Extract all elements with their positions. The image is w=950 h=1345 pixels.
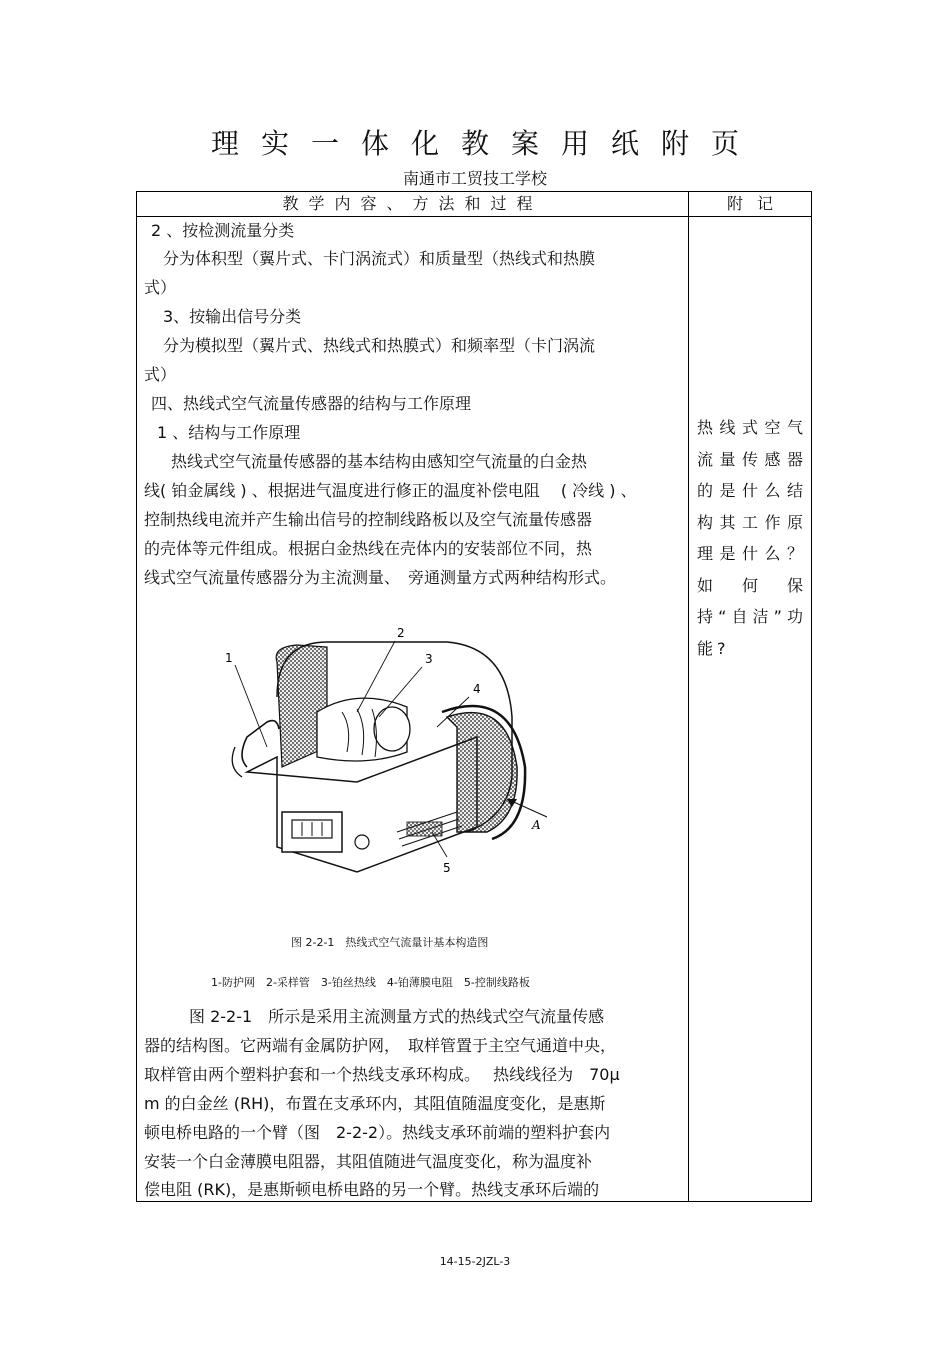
body-line: 3、按输出信号分类	[163, 307, 302, 326]
sensor-structure-figure	[207, 617, 547, 887]
body-line: 控制热线电流并产生输出信号的控制线路板以及空气流量传感器	[144, 510, 593, 529]
section-heading: 四、热线式空气流量传感器的结构与工作原理	[151, 394, 472, 413]
body-line: 式）	[144, 365, 177, 384]
body-line: 取样管由两个塑料护套和一个热线支承环构成。 热线线径为 70μ	[144, 1065, 620, 1084]
side-note: 热线式空气流量传感器的是什么结构其工作原理是什么？如何保持“自洁”功能?	[697, 418, 807, 658]
page-title: 理实一体化教案用纸附页	[210, 127, 761, 160]
header-side: 附记	[726, 194, 787, 213]
body-line: 的壳体等元件组成。根据白金热线在壳体内的安装部位不同，热	[144, 539, 593, 558]
figure-label: 5	[443, 861, 451, 875]
body-line: 分为体积型（翼片式、卡门涡流式）和质量型（热线式和热膜	[163, 249, 596, 268]
body-line: 分为模拟型（翼片式、热线式和热膜式）和频率型（卡门涡流	[163, 336, 596, 355]
lesson-table	[136, 191, 812, 1202]
figure-label: 1	[225, 651, 233, 665]
body-line: 式）	[144, 278, 177, 297]
body-line: 线( 铂金属线 ) 、根据进气温度进行修正的温度补偿电阻 ( 冷线 ) 、	[144, 481, 637, 500]
header-divider	[137, 216, 811, 217]
header-main: 教学内容、方法和过程	[282, 194, 543, 213]
page-footer-code: 14-15-2JZL-3	[439, 1255, 511, 1268]
body-line: 顿电桥电路的一个臂（图 2-2-2）。热线支承环前端的塑料护套内	[144, 1123, 611, 1142]
figure-legend: 1-防护网 2-采样管 3-铂丝热线 4-铂薄膜电阻 5-控制线路板	[211, 976, 530, 989]
figure-caption: 图 2-2-1 热线式空气流量计基本构造图	[291, 936, 489, 949]
body-line: m 的白金丝 (RH)，布置在支承环内，其阻值随温度变化，是惠斯	[144, 1094, 606, 1113]
figure-label: A	[532, 818, 541, 832]
body-line: 2 、按检测流量分类	[151, 221, 295, 240]
body-line: 图 2-2-1 所示是采用主流测量方式的热线式空气流量传感	[189, 1007, 605, 1026]
figure-label: 2	[397, 626, 405, 640]
body-line: 线式空气流量传感器分为主流测量、 旁通测量方式两种结构形式。	[144, 568, 617, 587]
figure-label: 4	[473, 682, 481, 696]
body-line: 安装一个白金薄膜电阻器，其阻值随进气温度变化，称为温度补	[144, 1152, 593, 1171]
body-line: 热线式空气流量传感器的基本结构由感知空气流量的白金热	[171, 452, 588, 471]
subsection-heading: 1 、结构与工作原理	[157, 423, 301, 442]
column-divider	[688, 192, 689, 1201]
figure-label: 3	[425, 652, 433, 666]
body-line: 偿电阻 (RK)，是惠斯顿电桥电路的另一个臂。热线支承环后端的	[144, 1180, 600, 1199]
body-line: 器的结构图。它两端有金属防护网， 取样管置于主空气通道中央，	[144, 1036, 617, 1055]
school-name: 南通市工贸技工学校	[402, 169, 547, 188]
